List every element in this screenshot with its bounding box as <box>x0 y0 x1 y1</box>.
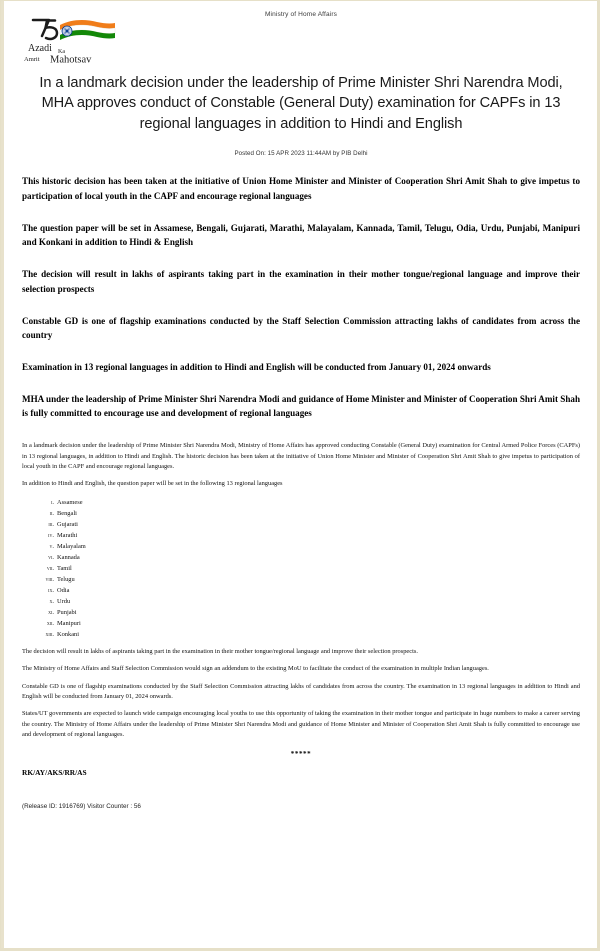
list-item <box>22 607 580 618</box>
logo-text-amrit: Amrit <box>24 56 40 63</box>
list-item-label: Tamil <box>57 564 72 572</box>
list-item <box>22 541 580 552</box>
highlight-paragraph: The decision will result in lakhs of aspirants taking part in the examination in their mother tongue/regional language and improve their selection prospects <box>22 269 580 294</box>
release-id-and-visitor-counter: (Release ID: 1916769) Visitor Counter : 56 <box>22 802 141 810</box>
section-separator: ***** <box>290 749 312 758</box>
list-item-label: Punjabi <box>57 608 77 616</box>
site-header <box>13 5 589 67</box>
article-body <box>22 441 580 809</box>
list-item-numeral: v. <box>49 542 54 550</box>
list-item <box>22 530 580 541</box>
list-item <box>22 552 580 563</box>
body-paragraph: In addition to Hindi and English, the question paper will be set in the following 13 regional languages <box>22 480 283 488</box>
list-item-numeral: xii. <box>46 619 54 627</box>
azadi-ka-amrit-mahotsav-logo <box>22 13 120 65</box>
highlight-paragraph: MHA under the leadership of Prime Minister Shri Narendra Modi and guidance of Home Minister and Minister of Cooperation Shri Amit Shah is fully committed to encourage use and development of regional languages <box>22 393 580 419</box>
highlight-paragraph: This historic decision has been taken at the initiative of Union Home Minister and Minister of Cooperation Shri Amit Shah to give impetus to participation of local youth in the CAPF and encourage regional languages <box>22 176 580 201</box>
list-item-label: Manipuri <box>57 619 81 627</box>
list-item-label: Marathi <box>57 531 78 539</box>
list-item-numeral: vi. <box>48 553 54 561</box>
body-paragraph: Constable GD is one of flagship examinations conducted by the Staff Selection Commission attracting lakhs of candidates from across the country. The examination in 13 regional languages in addition to Hindi and English will be conducted from January 01, 2024 onwards. <box>22 682 580 700</box>
highlight-paragraph: Examination in 13 regional languages in addition to Hindi and English will be conducted from January 01, 2024 onwards <box>22 362 491 373</box>
list-item <box>22 563 580 574</box>
list-item-numeral: xiii. <box>45 630 54 638</box>
list-item-label: Gujarati <box>57 520 78 528</box>
list-item-label: Urdu <box>57 597 71 605</box>
list-item-label: Konkani <box>57 630 80 638</box>
ministry-title: Ministry of Home Affairs <box>264 11 338 18</box>
list-item <box>22 508 580 519</box>
list-item-numeral: i. <box>51 498 54 506</box>
list-item <box>22 629 580 640</box>
highlight-paragraph: The question paper will be set in Assamese, Bengali, Gujarati, Marathi, Malayalam, Kannada, Tamil, Telugu, Odia, Urdu, Punjabi, Manipuri and Konkani in addition to Hindi & English <box>22 222 580 248</box>
list-item-numeral: iii. <box>48 520 54 528</box>
body-paragraph: States/UT governments are expected to launch wide campaign encouraging local youths to use this opportunity of taking the examination in their mother tongue and participate in huge numbers to make a career serving the country. The Ministry of Home Affairs under the leadership of Prime Minister Shri Narendra Modi and guidance of Home Minister and Minister of Cooperation Shri Amit Shah is fully committed to encourage use and development of regional languages. <box>22 710 580 739</box>
list-item-numeral: viii. <box>45 575 54 583</box>
highlights-block <box>13 174 589 421</box>
list-item <box>22 497 580 508</box>
list-item-numeral: vii. <box>46 564 54 572</box>
list-item-label: Assamese <box>57 498 83 506</box>
list-item <box>22 519 580 530</box>
list-item-numeral: ii. <box>49 509 54 517</box>
body-paragraph: The decision will result in lakhs of aspirants taking part in the examination in their mother tongue/regional language and improve their selection prospects. <box>22 647 418 655</box>
list-item <box>22 618 580 629</box>
list-item-numeral: x. <box>49 597 54 605</box>
list-item-numeral: ix. <box>48 586 54 594</box>
list-item-numeral: xi. <box>48 608 54 616</box>
author-initials: RK/AY/AKS/RR/AS <box>22 767 87 777</box>
posted-on-line: Posted On: 15 APR 2023 11:44AM by PIB Delhi <box>234 150 368 158</box>
regional-languages-list <box>22 497 580 640</box>
list-item-numeral: iv. <box>48 531 54 539</box>
logo-text-mahotsav: Mahotsav <box>50 54 92 65</box>
list-item <box>22 596 580 607</box>
list-item-label: Malayalam <box>57 542 86 550</box>
list-item <box>22 574 580 585</box>
list-item-label: Kannada <box>57 553 80 561</box>
logo-text-azadi: Azadi <box>28 43 52 54</box>
list-item-label: Bengali <box>57 509 77 517</box>
page-content-area <box>1 1 597 948</box>
list-item <box>22 585 580 596</box>
list-item-label: Telugu <box>57 575 75 583</box>
body-paragraph: The Ministry of Home Affairs and Staff Selection Commission would sign an addendum to the existing MoU to facilitate the conduct of the examination in multiple Indian languages. <box>22 665 489 673</box>
list-item-label: Odia <box>57 586 70 594</box>
page-title: In a landmark decision under the leadership of Prime Minister Shri Narendra Modi, MHA approves conduct of Constable (General Duty) examination for CAPFs in 13 regional languages in addition to Hindi and English <box>39 75 563 132</box>
logo-text-ka: Ka <box>58 49 65 55</box>
highlight-paragraph: Constable GD is one of flagship examinations conducted by the Staff Selection Commission attracting lakhs of candidates from across the country <box>22 315 580 341</box>
body-paragraph: In a landmark decision under the leadership of Prime Minister Shri Narendra Modi, Ministry of Home Affairs has approved conducting Constable (General Duty) examination for Central Armed Police Forces (CAPFs) in 13 regional languages, in addition to Hindi and English. The historic decision has been taken at the initiative of Union Home Minister and Minister of Cooperation Shri Amit Shah to give impetus to participation of local youth in the CAPF and encourage regional languages. <box>22 442 580 470</box>
